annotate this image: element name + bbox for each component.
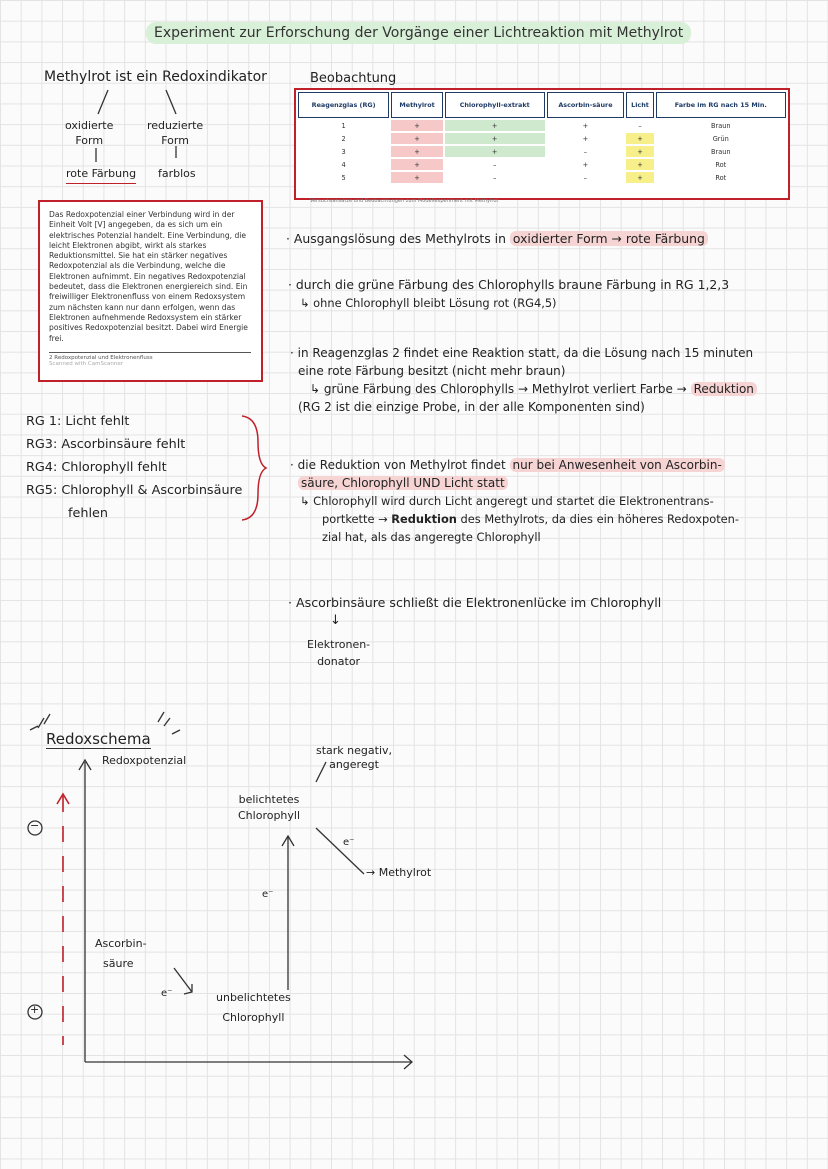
minus-sign: −	[30, 819, 40, 832]
info-text: Das Redoxpotenzial einer Verbindung wird in der Einheit Volt [V] angegeben, da es sich um ein elektrisches Potenzial handelt. Eine Verbindung, die leicht Elektronen abgibt, wirkt als starkes Reduktionsmittel. Sie hat ein stärker negatives Redoxpotenzial als die Verbindung, welche die Elektronen aufnimmt. Ein negatives Redoxpotenzial bedeutet, dass die Elektronen energiereich sind. Ein freiwilliger Elektronenfluss von einem Redoxsystem zum nächsten kann nur dann erfolgen, wenn das Elektronen aufnehmende Redoxsystem ein stärker positives Redoxpotenzial besitzt. Dabei wird Energie frei.	[49, 210, 248, 343]
electron-label-2: e⁻	[262, 889, 274, 900]
unexcited-chlorophyll: unbelichtetes Chlorophyll	[216, 991, 291, 1024]
electron-donor: Elektronen- donator	[307, 638, 371, 668]
missing-item: RG 1: Licht fehlt	[26, 414, 130, 429]
missing-list	[26, 410, 242, 525]
missing-item: RG3: Ascorbinsäure fehlt	[26, 437, 186, 452]
excited-chlorophyll: belichtetes Chlorophyll	[238, 793, 301, 822]
schema-title: Redoxschema	[46, 730, 151, 748]
info-caption: 2 Redoxpotenzial und Elektronenfluss Scanned with CamScanner	[49, 352, 251, 367]
col-header: Ascorbin-säure	[547, 92, 625, 118]
missing-item: RG5: Chlorophyll & Ascorbinsäure	[26, 483, 243, 498]
electron-label-1: e⁻	[343, 837, 355, 848]
table-header-row	[298, 92, 786, 118]
brace	[236, 412, 276, 524]
observation-heading: Beobachtung	[310, 70, 396, 89]
reduced-color: farblos	[158, 167, 196, 180]
indicator-heading: Methylrot ist ein Redoxindikator	[44, 69, 267, 85]
table-row: 1 + + + – Braun	[341, 121, 731, 130]
col-header: Methylrot	[391, 92, 443, 118]
electron-label-3: e⁻	[161, 988, 173, 999]
table-caption: Versuchsansätze und Beobachtungen zum Modellexperiment mit Methylrot	[310, 198, 499, 204]
missing-item: RG4: Chlorophyll fehlt	[26, 460, 167, 475]
col-header: Reagenzglas (RG)	[298, 92, 389, 118]
col-header: Farbe im RG nach 15 Min.	[656, 92, 786, 118]
methylrot-label: → Methylrot	[366, 866, 432, 879]
plus-sign: +	[30, 1003, 40, 1016]
missing-item: fehlen	[68, 506, 109, 521]
oxidized-color: rote Färbung	[66, 165, 136, 184]
table-row: 2 + + + + Grün	[341, 134, 729, 143]
schema-ylabel: Redoxpotenzial	[102, 754, 187, 767]
table-row: 5 + – – + Rot	[341, 173, 727, 182]
oxidized-form: oxidierte Form	[65, 119, 114, 147]
reduced-form: reduzierte Form	[147, 119, 204, 147]
col-header: Licht	[626, 92, 653, 118]
table-row: 3 + + – + Braun	[341, 147, 731, 156]
observation-table	[294, 88, 790, 204]
redox-info-box	[38, 200, 263, 382]
page-title: Experiment zur Erforschung der Vorgänge einer Lichtreaktion mit Methylrot	[146, 22, 691, 44]
note-4: · die Reduktion von Methylrot findet nur bei Anwesenheit von Ascorbin- säure, Chlorophyll UND Licht statt ↳ Chlorophyll wird durch Licht angeregt und startet die Elektronentrans- portkette → Reduktion des Methylrots, da dies ein höheres Redoxpoten- zial hat, als das angeregte Chlorophyll	[290, 458, 740, 544]
table-row: 4 + – + + Rot	[341, 160, 727, 169]
col-header: Chlorophyll-extrakt	[445, 92, 545, 118]
note-3: · in Reagenzglas 2 findet eine Reaktion statt, da die Lösung nach 15 minuten eine rote Färbung besitzt (nicht mehr braun) ↳ grüne Färbung des Chlorophylls → Methylrot verliert Farbe → Reduktion (RG 2 ist die einzige Probe, in der alle Komponenten sind)	[290, 344, 757, 416]
watermark: Scanned with CamScanner	[49, 360, 123, 367]
note-5: · Ascorbinsäure schließt die Elektronenlücke im Chlorophyll	[288, 595, 662, 610]
ascorbin-label: Ascorbin- säure	[95, 937, 147, 970]
note-1: · Ausgangslösung des Methylrots in oxidierter Form → rote Färbung	[286, 230, 708, 248]
excited-note: stark negativ, angeregt	[316, 744, 393, 771]
donor-arrow: ↓	[330, 613, 341, 628]
note-2: · durch die grüne Färbung des Chlorophylls braune Färbung in RG 1,2,3 ↳ ohne Chlorophyll bleibt Lösung rot (RG4,5)	[288, 277, 730, 310]
